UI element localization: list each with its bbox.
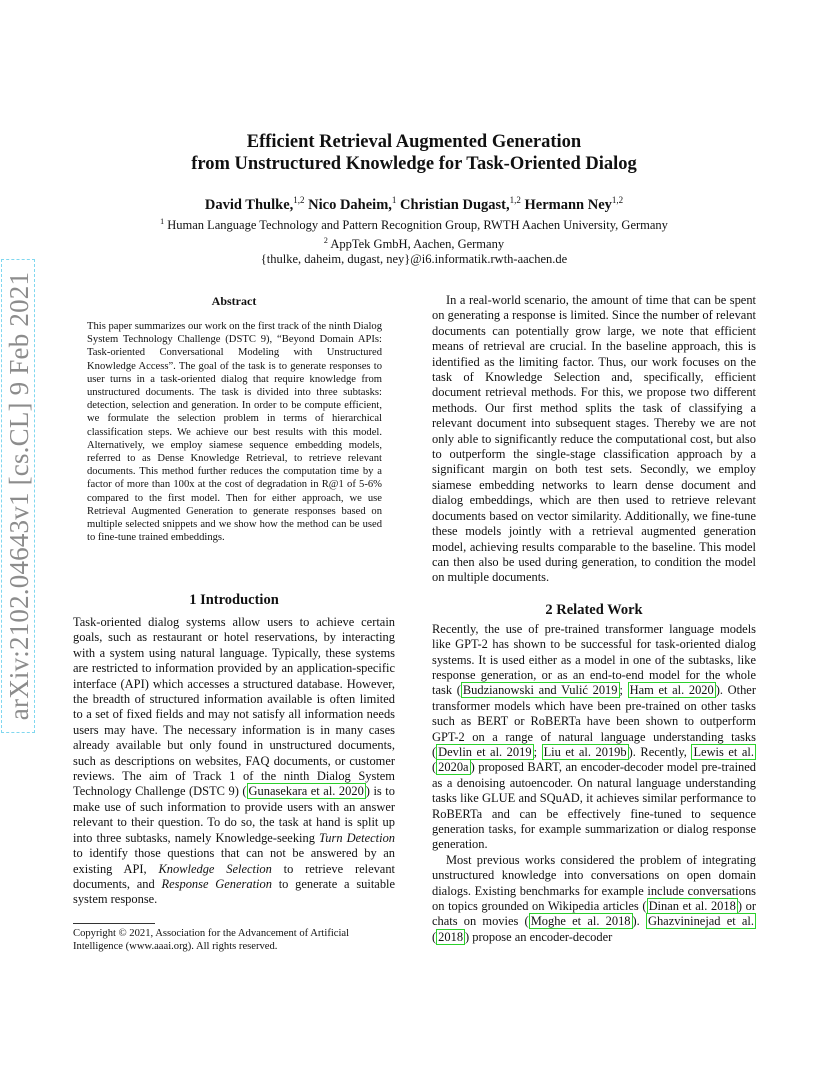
citation-link[interactable]: Ham et al. 2020 [629,683,714,698]
citation-link[interactable]: Devlin et al. 2019 [438,744,532,759]
author-3: Christian Dugast, [400,196,510,213]
author-4: Hermann Ney [524,196,612,213]
related-work-paragraph-1: Recently, the use of pre-trained transformer language models like GPT-2 has shown to be successful for task-oriented dialog systems. It is used either as a model in one of the subtasks, like response generation, or as an end-to-end model for the whole task ( Budzianowski and Vulić 2019 ; Ham et al. 2020 ). Other transformer models which have been pre-trained on other tasks such as BERT or RoBERTa have been shown to outperform GPT-2 on a range of natural language understanding tasks ( Devlin et al. 2019 ; Liu et al. 2019b ). Recently, Lewis et al. ( 2020a ) proposed BART, an encoder-decoder model pre-trained as a denoising autoencoder. On natural language understanding tasks like GLUE and SQuAD, it achieves similar performance to RoBERTa and can be effectively fine-tuned to sequence generation tasks, for example summarization or dialog response generation. [432,621,756,852]
citation-link[interactable]: Budzianowski and Vulić 2019 [462,683,618,698]
author-2: Nico Daheim, [308,196,392,213]
affiliations [0,214,828,267]
title-line-1: Efficient Retrieval Augmented Generation [246,132,582,152]
citation-link[interactable]: Liu et al. 2019b [543,744,627,759]
arxiv-id-stamp: arXiv:2102.04643v1 [cs.CL] 9 Feb 2021 [1,259,35,733]
citation-link[interactable]: Dinan et al. 2018 [648,899,736,914]
affil-1-mark: 1 [160,217,165,226]
citation-link[interactable]: Moghe et al. 2018 [530,914,631,929]
right-column [432,293,756,945]
author-emails: {thulke, daheim, dugast, ney}@i6.informatik.rwth-aachen.de [260,252,568,267]
affil-2-mark: 2 [323,236,328,246]
author-1: David Thulke, [204,196,294,213]
copyright-footnote: Copyright © 2021, Association for the Advancement of Artificial Intelligence (www.aaai.org). All rights reserved. [73,928,350,952]
citation-link[interactable]: 2018 [438,929,464,944]
motivation-paragraph: In a real-world scenario, the amount of time that can be spent on generating a response is limited. Since the number of relevant documents can potentially grow large, we note that efficient means of retrieval are crucial. In the baseline approach, this is identified as the limiting factor. Thus, our work focuses on the task of Knowledge Selection and, specifically, efficient document retrieval methods. For this, we propose two different methods. Our first method splits the task of classifying a relevant document into subsequent stages. Thereby we are not only able to significantly reduce the computational cost, but also to outperform the single-stage classification approach by a significant margin on both test sets. Secondly, we employ siamese embedding networks to learn dense document and dialog embeddings, which are then used to retrieve relevant documents based on vector similarity. Additionally, we fine-tune these models jointly with a retrieval augmented generation model, achieving results comparable to the baseline. This model can then also be used during generation, to condition the model on multiple documents. [432,293,756,585]
author-4-affil: 1,2 [611,195,624,205]
affil-1: Human Language Technology and Pattern Recognition Group, RWTH Aachen University, Germany [167,218,668,233]
citation-link[interactable]: Lewis et al. [693,744,754,759]
related-work-paragraph-2: Most previous works considered the problem of integrating unstructured knowledge into conversations on open domain dialogs. Existing benchmarks for example include conversations on topics grounded on Wikipedia articles ( Dinan et al. 2018 ) or chats on movies ( Moghe et al. 2018 ). Ghazvininejad et al. ( 2018 ) propose an encoder-decoder [432,852,756,944]
abstract-heading: Abstract [211,294,257,308]
citation-link[interactable]: 2020a [438,760,469,775]
citation-link[interactable]: Gunasekara et al. 2020 [248,784,364,799]
author-1-affil: 1,2 [293,195,305,205]
introduction-paragraph: Task-oriented dialog systems allow users to achieve certain goals, such as restaurant or hotel reservations, by interacting with a system using natural language. Typically, these systems are restricted to information provided by an application-specific interface (API) which accesses a structured database. However, the breadth of structured information available is often limited to a set of fixed fields and may not satisfy all information needs users may have. The necessary information is in many cases already available but only found in unstructured documents, such as descriptions on websites, FAQ documents, or customer reviews. The aim of Track 1 of the ninth Dialog System Technology Challenge (DSTC 9) ( Gunasekara et al. 2020 ) is to make use of such information to provide users with an answer relevant to their question. To do so, the task at hand is split up into three subtasks, namely Knowledge-seeking Turn Detection to identify those questions that can not be answered by an existing API, Knowledge Selection to retrieve relevant documents, and Response Generation to generate a suitable system response. [73,615,396,907]
introduction-section [73,591,395,908]
affil-2: AppTek GmbH, Aachen, Germany [330,237,505,252]
author-2-affil: 1 [391,195,397,205]
abstract-text: This paper summarizes our work on the first track of the ninth Dialog System Technology Challenge (DSTC 9), “Beyond Domain APIs: Task-oriented Conversational Modeling with Unstructured Knowledge Access”. The goal of the task is to generate responses to user turns in a task-oriented dialog that require knowledge from unstructured documents. The task is divided into three subtasks: detection, selection and generation. In order to be compute efficient, we formulate the selection problem in terms of hierarchical classification steps. We achieve our best results with this model. Alternatively, we employ siamese sequence embedding models, referred to as Dense Knowledge Retrieval, to retrieve relevant documents. This method further reduces the computation time by a factor of more than 100x at the cost of degradation in R@1 of 5-6% compared to the first model. Then for either approach, we use Retrieval Augmented Generation to generate responses based on multiple selected snippets and we show how the method can be used to fine-tune trained embeddings. [87,321,382,544]
citation-link[interactable]: Ghazvininejad et al. [647,914,754,929]
introduction-heading: 1 Introduction [189,592,279,608]
author-3-affil: 1,2 [509,195,521,205]
footnote-divider [73,923,155,924]
title-line-2: from Unstructured Knowledge for Task-Oriented Dialog [191,154,637,174]
paper-title [0,131,828,175]
related-work-heading: 2 Related Work [545,601,643,618]
author-list [0,190,828,215]
